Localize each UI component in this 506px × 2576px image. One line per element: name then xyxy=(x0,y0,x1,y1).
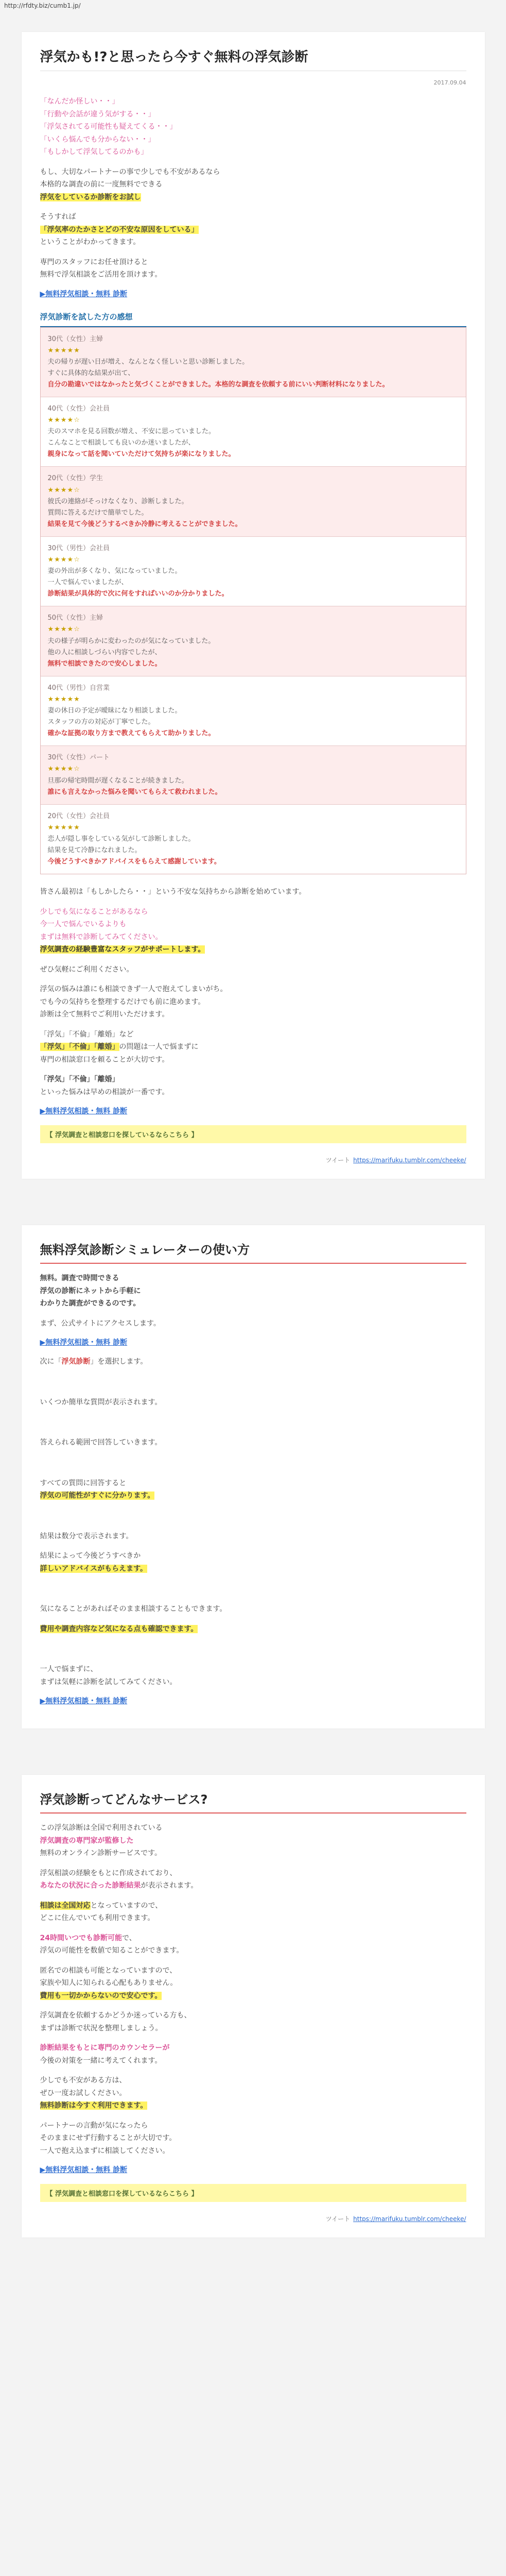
text: 」を選択します。 xyxy=(90,1358,148,1366)
review-highlight: 結果を見て今後どうするべきか冷静に考えることができました。 xyxy=(47,520,242,528)
review-item xyxy=(41,467,466,536)
text: あなたの状況に合った診断結果 xyxy=(40,1882,141,1890)
paragraph xyxy=(40,1477,466,1502)
review-item xyxy=(41,746,466,804)
paragraph: いくつか簡単な質問が表示されます。 xyxy=(40,1398,162,1406)
text: 「浮気」「不倫」「離婚」 xyxy=(40,1075,119,1084)
share-link[interactable]: https://marifuku.tumblr.com/cheeke/ xyxy=(353,1156,466,1164)
text: パートナーの言動が気になったら xyxy=(40,2121,148,2130)
review-highlight: 誰にも言えなかった悩みを聞いてもらえて救われました。 xyxy=(47,788,222,796)
rating-stars: ★★★★☆ xyxy=(47,556,80,564)
paragraph xyxy=(40,1822,466,1860)
text: 浮気の悩みは誰にも相談できず一人で抱えてしまいがち。 xyxy=(40,985,228,994)
paragraph xyxy=(40,1028,466,1066)
consult-link[interactable]: ▶無料浮気相談・無料 診断 xyxy=(40,1107,128,1116)
review-text: こんなことで相談しても良いのか迷いましたが、 xyxy=(47,439,195,447)
text: 少しでも不安がある方は、 xyxy=(40,2076,127,2085)
review-highlight: 確かな証拠の取り方まで教えてもらえて助かりました。 xyxy=(47,730,215,738)
callout-box[interactable]: 【 浮気調査と相談窓口を探しているならこちら 】 xyxy=(40,2184,466,2202)
review-meta: 40代（女性）会社員 xyxy=(47,404,110,413)
text: 今一人で悩んでいるよりも xyxy=(40,920,127,929)
rating-stars: ★★★★★ xyxy=(47,346,80,354)
text: まずは無料で診断してみてください。 xyxy=(40,933,163,941)
text: 一人で悩まずに、 xyxy=(40,1665,98,1674)
text: 専門のスタッフにお任せ頂けると xyxy=(40,258,148,266)
text: すべての質問に回答すると xyxy=(40,1479,127,1487)
paragraph: 答えられる範囲で回答していきます。 xyxy=(40,1438,162,1447)
text: 無料のオンライン診断サービスです。 xyxy=(40,1849,162,1858)
review-meta: 20代（女性）学生 xyxy=(47,474,103,483)
text: もし、大切なパートナーの事で少しでも不安があるなら xyxy=(40,167,220,176)
review-text: 彼氏の連絡がそっけなくなり、診断しました。 xyxy=(47,497,188,505)
paragraph xyxy=(40,1964,466,2003)
text: が表示されます。 xyxy=(141,1882,198,1890)
share-link[interactable]: https://marifuku.tumblr.com/cheeke/ xyxy=(353,2215,466,2223)
paragraph xyxy=(40,211,466,249)
review-highlight: 親身になって話を聞いていただけて気持ちが楽になりました。 xyxy=(47,450,235,459)
highlight-text: 費用や調査内容など気になる点も確認できます。 xyxy=(40,1624,198,1633)
text: 一人で抱え込まずに相談してください。 xyxy=(40,2146,170,2155)
text: 結果によって今後どうすべきか xyxy=(40,1552,141,1561)
intro-line-5: 「もしかして浮気してるのかも」 xyxy=(40,148,148,156)
text: 浮気相談の経験をもとに作成されており、 xyxy=(40,1869,177,1877)
review-meta: 20代（女性）会社員 xyxy=(47,812,110,820)
share-row xyxy=(40,1156,466,1164)
text: 「浮気」「不倫」「離婚」など xyxy=(40,1030,134,1039)
rating-stars: ★★★★☆ xyxy=(47,765,80,773)
text: 診断は全て無料でご利用いただけます。 xyxy=(40,1010,169,1019)
intro-line-2: 「行動や会話が違う気がする・・」 xyxy=(40,110,155,118)
review-meta: 50代（女性）主婦 xyxy=(47,614,103,622)
text: 診断結果をもとに専門のカウンセラーが xyxy=(40,2044,170,2053)
paragraph xyxy=(40,2120,466,2158)
article-card-2 xyxy=(22,1225,485,1728)
rating-stars: ★★★★☆ xyxy=(47,625,80,634)
highlight-text: 無料診断は今すぐ利用できます。 xyxy=(40,2102,148,2110)
text: 次に「 xyxy=(40,1358,62,1366)
text: まずは気軽に診断を試してみてください。 xyxy=(40,1677,177,1686)
review-item xyxy=(41,397,466,467)
text: 浮気調査を依頼するかどうか迷っている方も、 xyxy=(40,2011,191,2020)
text: そのままにせず行動することが大切です。 xyxy=(40,2134,177,2143)
text: どこに住んでいても利用できます。 xyxy=(40,1914,155,1923)
paragraph xyxy=(40,2042,466,2067)
text: でも今の気持ちを整理するだけでも前に進めます。 xyxy=(40,997,205,1006)
review-text: 一人で悩んでいましたが、 xyxy=(47,579,128,587)
review-text: 質問に答えるだけで簡単でした。 xyxy=(47,509,148,517)
text: の問題は一人で悩まずに xyxy=(119,1043,199,1052)
highlight-text: 相談は全国対応 xyxy=(40,1901,91,1910)
text: 本格的な調査の前に一度無料でできる xyxy=(40,180,163,189)
review-text: 夫の様子が明らかに変わったのが気になっていました。 xyxy=(47,637,215,645)
intro-quotes xyxy=(40,95,466,159)
paragraph xyxy=(40,1073,466,1098)
review-highlight: 診断結果が具体的で次に何をすればいいのか分かりました。 xyxy=(47,590,229,598)
text: この浮気診断は全国で利用されている xyxy=(40,1824,163,1833)
text: といった悩みは早めの相談が一番です。 xyxy=(40,1088,169,1096)
intro-line-3: 「浮気されてる可能性も疑えてくる・・」 xyxy=(40,123,177,131)
reviews-list xyxy=(40,327,466,875)
highlight-text: 費用も一切かからないので安心です。 xyxy=(40,1991,162,2000)
paragraph: ぜひ気軽にご利用ください。 xyxy=(40,965,134,974)
review-item xyxy=(41,537,466,606)
text: そうすれば xyxy=(40,213,76,221)
text: 浮気診断 xyxy=(61,1358,91,1366)
rating-stars: ★★★★★ xyxy=(47,823,80,832)
review-text: スタッフの方の対応が丁寧でした。 xyxy=(47,718,155,726)
text: 今後の対策を一緒に考えてくれます。 xyxy=(40,2056,162,2065)
share-label: ツイート xyxy=(325,2215,351,2223)
paragraph xyxy=(40,2074,466,2112)
text: となっていますので、 xyxy=(90,1901,163,1910)
intro-line-4: 「いくら悩んでも分からない・・」 xyxy=(40,135,155,144)
paragraph xyxy=(40,1272,466,1310)
consult-link[interactable]: ▶無料浮気相談・無料 診断 xyxy=(40,1697,128,1706)
paragraph: 皆さん最初は「もしかしたら・・」という不安な気持ちから診断を始めています。 xyxy=(40,888,306,896)
review-item xyxy=(41,676,466,746)
paragraph xyxy=(40,1355,466,1368)
paragraph: 結果は数分で表示されます。 xyxy=(40,1532,133,1540)
paragraph xyxy=(40,2009,466,2035)
article-card-1 xyxy=(22,32,485,1179)
rating-stars: ★★★★☆ xyxy=(47,486,80,494)
review-item xyxy=(41,606,466,676)
article-title: 無料浮気診断シミュレーターの使い方 xyxy=(40,1240,466,1264)
review-text: 旦那の帰宅時間が遅くなることが続きました。 xyxy=(47,776,188,785)
text: わかりた調査ができるのです。 xyxy=(40,1299,141,1308)
paragraph xyxy=(40,1663,466,1688)
article-card-3 xyxy=(22,1775,485,2238)
text: 浮気の診断にネットから手軽に xyxy=(40,1286,141,1295)
text: まずは診断で状況を整理しましょう。 xyxy=(40,2024,163,2032)
highlight-text: 「浮気」「不倫」「離婚」 xyxy=(40,1043,119,1052)
paragraph xyxy=(40,1550,466,1575)
review-highlight: 無料で相談できたので安心しました。 xyxy=(47,659,162,668)
callout-box[interactable]: 【 浮気調査と相談窓口を探しているならこちら 】 xyxy=(40,1125,466,1143)
text: 24時間いつでも診断可能 xyxy=(40,1934,122,1942)
paragraph: 気になることがあればそのまま相談することもできます。 xyxy=(40,1605,227,1614)
text: 無料。調査で時間できる xyxy=(40,1274,119,1283)
review-meta: 30代（女性）パート xyxy=(47,754,110,762)
text: 無料で浮気相談をご活用を頂けます。 xyxy=(40,270,162,279)
text: ぜひ一度お試しください。 xyxy=(40,2089,127,2097)
share-row xyxy=(40,2214,466,2223)
review-highlight: 自分の勘違いではなかったと気づくことができました。本格的な調査を依頼する前にいい判断材料になりました。 xyxy=(47,380,389,388)
text: 浮気調査の専門家が監修した xyxy=(40,1836,134,1845)
review-text: 夫の帰りが遅い日が増え、なんとなく怪しいと思い診断しました。 xyxy=(47,358,249,366)
article-date: 2017.09.04 xyxy=(433,79,466,86)
paragraph xyxy=(40,906,466,956)
text: ということがわかってきます。 xyxy=(40,238,141,246)
review-text: 他の人に相談しづらい内容でしたが、 xyxy=(47,648,162,656)
review-text: すぐに具体的な結果が出て、 xyxy=(47,369,135,377)
intro-line-1: 「なんだか怪しい・・」 xyxy=(40,97,119,106)
review-text: 結果を見て冷静になれました。 xyxy=(47,846,142,854)
highlight-text: 浮気の可能性がすぐに分かります。 xyxy=(40,1492,155,1500)
url-bar: http://rfdty.biz/cumb1.jp/ xyxy=(0,0,506,11)
paragraph xyxy=(40,1867,466,1892)
article-title: 浮気診断ってどんなサービス? xyxy=(40,1789,466,1814)
text: 匿名での相談も可能となっていますので、 xyxy=(40,1966,177,1975)
review-text: 恋人が隠し事をしている気がして診断しました。 xyxy=(47,835,195,843)
paragraph xyxy=(40,256,466,281)
review-text: 妻の外出が多くなり、気になっていました。 xyxy=(47,567,182,575)
paragraph xyxy=(40,1623,466,1636)
paragraph xyxy=(40,983,466,1021)
consult-link[interactable]: ▶無料浮気相談・無料 診断 xyxy=(40,290,128,298)
review-text: 夫のスマホを見る回数が増え、不安に思っていました。 xyxy=(47,428,216,436)
share-label: ツイート xyxy=(325,1157,351,1164)
highlight-text: 浮気をしているか診断をお試し xyxy=(40,193,141,201)
review-meta: 40代（男性）自営業 xyxy=(47,684,110,692)
text: 家族や知人に知られる心配もありません。 xyxy=(40,1979,178,1988)
text: 少しでも気になることがあるなら xyxy=(40,907,148,916)
paragraph xyxy=(40,1900,466,1925)
review-text: 妻の休日の予定が曖昧になり相談しました。 xyxy=(47,707,182,715)
paragraph xyxy=(40,1932,466,1957)
reviews-heading: 浮気診断を試した方の感想 xyxy=(40,312,133,321)
paragraph: まず、公式サイトにアクセスします。 xyxy=(40,1319,161,1328)
text: で、 xyxy=(121,1934,136,1942)
highlight-text: 浮気調査の経験豊富なスタッフがサポートします。 xyxy=(40,945,205,954)
rating-stars: ★★★★★ xyxy=(47,695,80,703)
highlight-text: 「浮気率のたかさとどの不安な原因をしている」 xyxy=(40,225,199,234)
review-item xyxy=(41,805,466,874)
consult-link[interactable]: ▶無料浮気相談・無料 診断 xyxy=(40,2166,128,2175)
review-meta: 30代（女性）主婦 xyxy=(47,335,103,343)
text: 浮気の可能性を数値で知ることができます。 xyxy=(40,1946,184,1955)
paragraph xyxy=(40,166,466,204)
rating-stars: ★★★★☆ xyxy=(47,416,80,425)
article-title: 浮気かも!?と思ったら今すぐ無料の浮気診断 xyxy=(40,46,466,71)
highlight-text: 詳しいアドバイスがもらえます。 xyxy=(40,1564,147,1573)
text: 専門の相談窓口を頼ることが大切です。 xyxy=(40,1055,169,1064)
review-item xyxy=(41,328,466,397)
review-highlight: 今後どうすべきかアドバイスをもらえて感謝しています。 xyxy=(47,858,221,866)
consult-link[interactable]: ▶無料浮気相談・無料 診断 xyxy=(40,1338,128,1347)
review-meta: 30代（男性）会社員 xyxy=(47,544,110,552)
